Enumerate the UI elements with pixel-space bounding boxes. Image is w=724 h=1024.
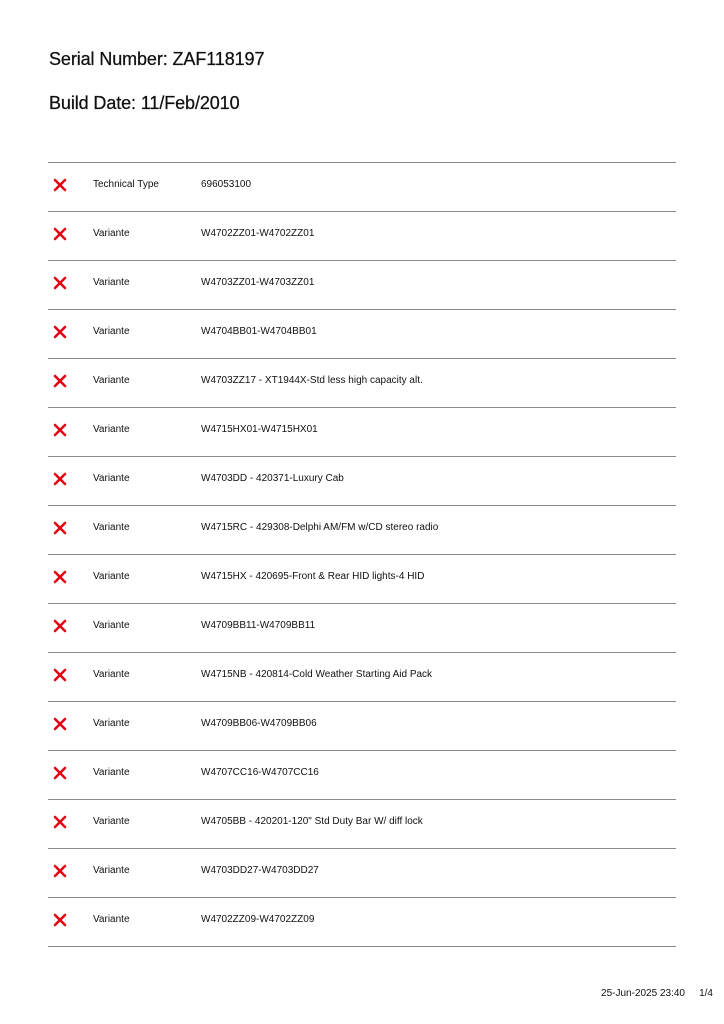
table-row	[48, 310, 676, 359]
row-value: W4703ZZ01-W4703ZZ01	[201, 277, 315, 288]
row-label: Variante	[93, 326, 130, 337]
row-label: Variante	[93, 424, 130, 435]
table-row	[48, 653, 676, 702]
x-mark-icon	[53, 864, 67, 878]
row-value: W4702ZZ01-W4702ZZ01	[201, 228, 315, 239]
x-mark-icon	[53, 423, 67, 437]
x-mark-icon	[53, 815, 67, 829]
x-mark-icon	[53, 178, 67, 192]
row-value: W4704BB01-W4704BB01	[201, 326, 317, 337]
row-value: W4715RC - 429308-Delphi AM/FM w/CD stereo radio	[201, 522, 439, 533]
table-row	[48, 849, 676, 898]
table-row	[48, 163, 676, 212]
x-mark-icon	[53, 766, 67, 780]
table-row	[48, 261, 676, 310]
table-row	[48, 604, 676, 653]
footer-timestamp: 25-Jun-2025 23:40	[601, 988, 685, 999]
table-row	[48, 702, 676, 751]
row-label: Variante	[93, 669, 130, 680]
table-row	[48, 751, 676, 800]
x-mark-icon	[53, 913, 67, 927]
row-value: 696053100	[201, 179, 252, 190]
row-label: Variante	[93, 228, 130, 239]
row-value: W4703DD27-W4703DD27	[201, 865, 319, 876]
table-row	[48, 212, 676, 261]
x-mark-icon	[53, 325, 67, 339]
variant-table	[48, 162, 676, 947]
row-value: W4715HX01-W4715HX01	[201, 424, 318, 435]
table-row	[48, 800, 676, 849]
row-label: Technical Type	[93, 179, 159, 190]
row-value: W4709BB06-W4709BB06	[201, 718, 317, 729]
x-mark-icon	[53, 619, 67, 633]
x-mark-icon	[53, 668, 67, 682]
x-mark-icon	[53, 570, 67, 584]
table-row	[48, 457, 676, 506]
row-label: Variante	[93, 816, 130, 827]
row-value: W4702ZZ09-W4702ZZ09	[201, 914, 315, 925]
table-row	[48, 408, 676, 457]
row-label: Variante	[93, 571, 130, 582]
table-row	[48, 555, 676, 604]
row-label: Variante	[93, 375, 130, 386]
serial-number-heading: Serial Number: ZAF118197	[49, 49, 265, 69]
x-mark-icon	[53, 717, 67, 731]
footer-page-number: 1/4	[699, 988, 713, 999]
row-value: W4715HX - 420695-Front & Rear HID lights-4 HID	[201, 571, 425, 582]
table-row	[48, 506, 676, 555]
row-value: W4709BB11-W4709BB11	[201, 620, 316, 631]
row-value: W4715NB - 420814-Cold Weather Starting Aid Pack	[201, 669, 433, 680]
x-mark-icon	[53, 472, 67, 486]
build-date-heading: Build Date: 11/Feb/2010	[49, 93, 240, 113]
x-mark-icon	[53, 227, 67, 241]
table-row	[48, 898, 676, 947]
table-row	[48, 359, 676, 408]
x-mark-icon	[53, 374, 67, 388]
x-mark-icon	[53, 521, 67, 535]
row-label: Variante	[93, 718, 130, 729]
row-value: W4707CC16-W4707CC16	[201, 767, 319, 778]
row-label: Variante	[93, 473, 130, 484]
row-label: Variante	[93, 620, 130, 631]
x-mark-icon	[53, 276, 67, 290]
row-label: Variante	[93, 865, 130, 876]
row-value: W4705BB - 420201-120" Std Duty Bar W/ diff lock	[201, 816, 423, 827]
row-value: W4703DD - 420371-Luxury Cab	[201, 473, 344, 484]
row-value: W4703ZZ17 - XT1944X-Std less high capacity alt.	[201, 375, 423, 386]
row-label: Variante	[93, 277, 130, 288]
row-label: Variante	[93, 522, 130, 533]
row-label: Variante	[93, 914, 130, 925]
row-label: Variante	[93, 767, 130, 778]
